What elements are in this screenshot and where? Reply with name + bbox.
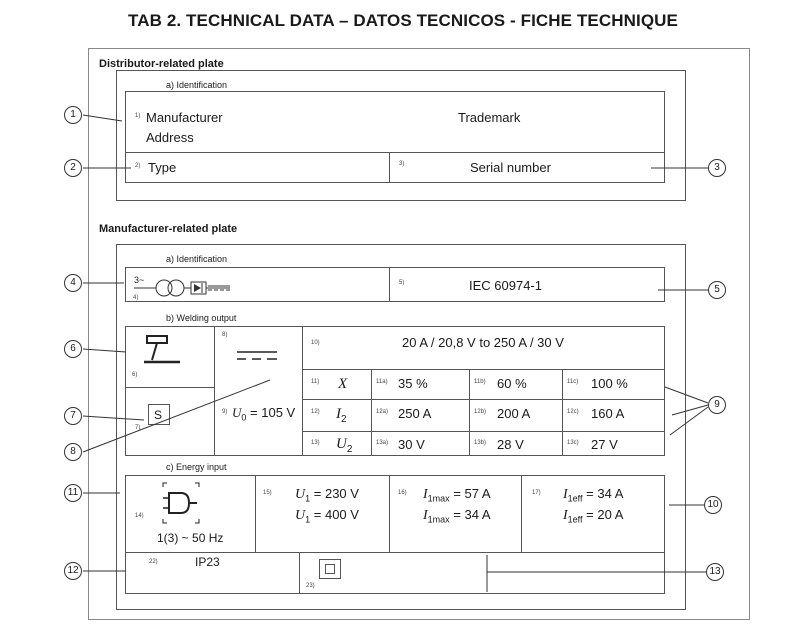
u1-value-2: = 400 V	[313, 507, 359, 522]
u2-sub: 2	[346, 444, 353, 455]
ref-number: 12b)	[474, 409, 487, 415]
i1eff-value-1: = 34 A	[586, 486, 624, 501]
protection-rating: IP23	[195, 555, 220, 569]
ref-number: 5)	[399, 280, 405, 286]
u2-letter: U	[336, 436, 347, 452]
callout-8: 8	[64, 443, 82, 461]
max-input-current-1: $I_{1max} = 57$ A	[423, 486, 491, 504]
distributor-identification-label: a) Identification	[166, 80, 228, 90]
ref-number: 14)	[135, 513, 144, 519]
voltage-c: 27 V	[591, 437, 618, 452]
ref-number: 15)	[263, 490, 272, 496]
ref-number: 13a)	[376, 440, 389, 446]
current-b: 200 A	[497, 406, 531, 421]
ref-number: 9)	[222, 409, 228, 415]
duty-cycle-c: 100 %	[591, 376, 628, 391]
u0-value: = 105 V	[250, 405, 296, 420]
three-phase-label: 3~	[134, 275, 145, 285]
callout-6: 6	[64, 340, 82, 358]
callout-5: 5	[708, 281, 726, 299]
callout-3: 3	[708, 159, 726, 177]
ref-number: 11c)	[567, 379, 579, 385]
manufacturer-heading: Manufacturer-related plate	[99, 223, 238, 235]
ref-number: 13b)	[474, 440, 487, 446]
ref-number: 11a)	[376, 379, 388, 385]
duty-cycle-b: 60 %	[497, 376, 527, 391]
callout-11: 11	[64, 484, 82, 502]
ref-number: 12a)	[376, 409, 389, 415]
energy-input-label: c) Energy input	[166, 462, 227, 472]
callout-9: 9	[708, 396, 726, 414]
effective-input-current-1: $I_{1eff} = 34$ A	[563, 486, 624, 504]
ref-number: 12)	[311, 409, 320, 415]
ref-number: 16)	[398, 490, 407, 496]
i1eff-value-2: = 20 A	[586, 507, 624, 522]
ref-number: 22)	[149, 559, 158, 565]
page-title: TAB 2. TECHNICAL DATA – DATOS TECNICOS - FICHE TECHNIQUE	[128, 11, 678, 30]
welding-output-label: b) Welding output	[166, 313, 237, 323]
i1max-value-1: = 57 A	[453, 486, 491, 501]
i2-letter: I	[336, 406, 341, 422]
ref-number: 13)	[311, 440, 320, 446]
callout-7: 7	[64, 407, 82, 425]
voltage-b: 28 V	[497, 437, 524, 452]
ref-number: 6)	[132, 372, 138, 378]
i2-sub: 2	[341, 414, 347, 425]
callout-13: 13	[706, 563, 724, 581]
duty-cycle-symbol: X	[338, 376, 348, 392]
voltage-a: 30 V	[398, 437, 425, 452]
ref-number: 17)	[532, 490, 541, 496]
open-circuit-voltage: $U_0 = 105$ V	[232, 405, 296, 423]
supply-voltage-2: $U_1 = 400$ V	[295, 507, 359, 525]
manufacturer-label: Manufacturer	[146, 110, 223, 125]
effective-input-current-2: $I_{1eff} = 20$ A	[563, 507, 624, 525]
type-label: Type	[148, 160, 177, 175]
standard-label: IEC 60974-1	[469, 278, 542, 293]
s-mark: S	[154, 408, 163, 422]
output-range: 20 A / 20,8 V to 250 A / 30 V	[402, 335, 564, 350]
trademark-label: Trademark	[458, 110, 521, 125]
ref-number: 23)	[306, 583, 315, 589]
max-input-current-2: $I_{1max} = 34$ A	[423, 507, 491, 525]
ref-number: 1)	[135, 113, 141, 119]
address-label: Address	[146, 130, 194, 145]
callout-12: 12	[64, 562, 82, 580]
ref-number: 3)	[399, 161, 405, 167]
ref-number: 12c)	[567, 409, 579, 415]
callout-10: 10	[704, 496, 722, 514]
ref-number: 8)	[222, 332, 228, 338]
serial-number-label: Serial number	[470, 160, 551, 175]
ref-number: 11b)	[474, 379, 486, 385]
supply-frequency: 1(3) ~ 50 Hz	[157, 531, 224, 545]
current-a: 250 A	[398, 406, 432, 421]
ref-number: 13c)	[567, 440, 579, 446]
supply-voltage-1: $U_1 = 230$ V	[295, 486, 359, 504]
u1-value-1: = 230 V	[313, 486, 359, 501]
ref-number: 2)	[135, 163, 141, 169]
callout-2: 2	[64, 159, 82, 177]
ref-number: 11)	[311, 379, 320, 385]
duty-cycle-a: 35 %	[398, 376, 428, 391]
ref-number: 4)	[133, 295, 139, 301]
ref-number: 10)	[311, 340, 320, 346]
ref-number: 7)	[135, 425, 141, 431]
distributor-heading: Distributor-related plate	[99, 58, 224, 70]
manufacturer-identification-label: a) Identification	[166, 254, 228, 264]
current-c: 160 A	[591, 406, 625, 421]
callout-4: 4	[64, 274, 82, 292]
i1max-value-2: = 34 A	[453, 507, 491, 522]
callout-1: 1	[64, 106, 82, 124]
